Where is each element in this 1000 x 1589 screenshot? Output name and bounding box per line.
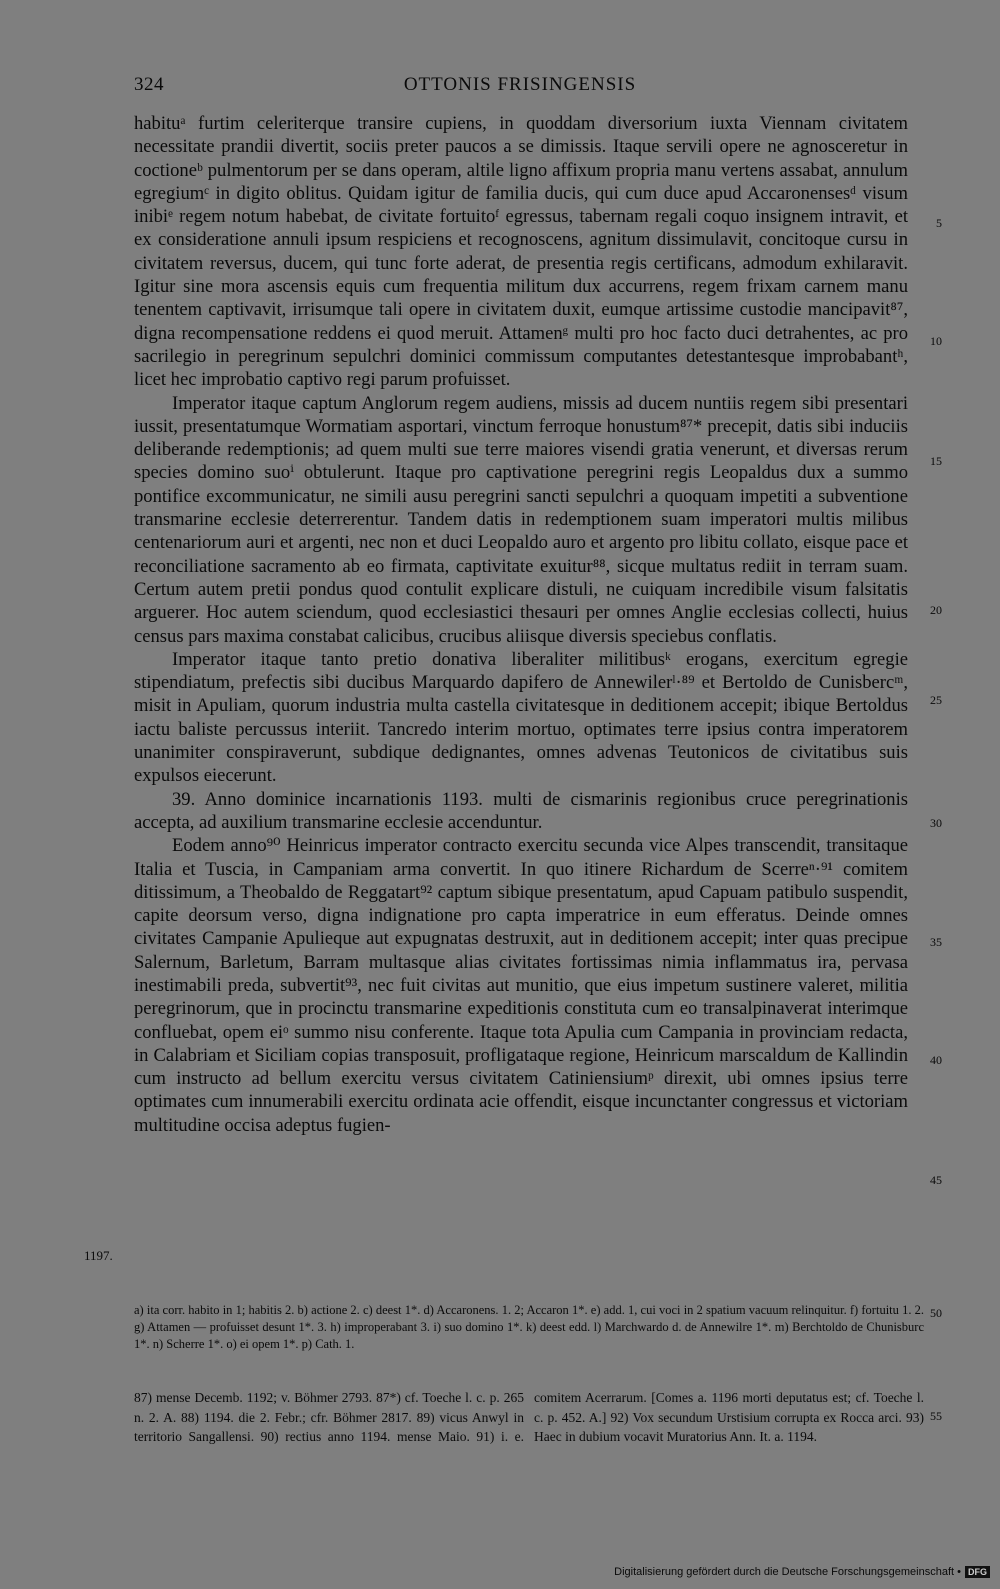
dfg-logo: DFG bbox=[965, 1566, 990, 1578]
line-number: 50 bbox=[930, 1306, 942, 1320]
apparatus-text: a) ita corr. habito in 1; habitis 2. b) actione 2. c) deest 1*. d) Accaronens. 1. 2; Accaron 1*. e) add. 1, cui voci in 2 spatium vacuum relinquitur. f) fortuitu 1. 2. g) Attamen — profuisset desunt 1*. 3. h) improperabant 3. i) suo domino 1*. k) deest edd. l) Marchwardo d. de Annewilre 1*. m) Berchtoldo de Chunisburc 1*. n) Scherre 1*. o) ei opem 1*. p) Cath. 1. bbox=[134, 1303, 924, 1351]
line-number: 45 bbox=[930, 1173, 942, 1187]
line-number: 5 bbox=[936, 216, 942, 230]
line-number: 40 bbox=[930, 1053, 942, 1067]
line-number: 35 bbox=[930, 935, 942, 949]
critical-apparatus bbox=[134, 1302, 924, 1353]
footnotes-text: 87) mense Decemb. 1192; v. Böhmer 2793. 87*) cf. Toeche l. c. p. 265 n. 2. A. 88) 1194. die 2. Febr.; cfr. Böhmer 2817. 89) vicus Anwyl in territorio Sangallensi. 90) rectius anno 1194. mense Maio. 91) i. e. comitem Acerrarum. [Comes a. 1196 morti deputatus est; cf. Toeche l. c. p. 452. A.] 92) Vox secundum Urstisium corrupta ex Rocca arci. 93) Haec in dubium vocavit Muratorius Ann. It. a. 1194. bbox=[134, 1390, 924, 1444]
paragraph-1: habituᵃ furtim celeriterque transire cupiens, in quoddam diversorium iuxta Viennam civitatem necessitate prandii divertit, sociis preter paucos a se dimissis. Itaque servili opere ne agnosceretur in coctioneᵇ pulmentorum per se dans operam, altile ligno affixum propria manu vertens assabat, annulum egregiumᶜ in digito oblitus. Quidam igitur de familia ducis, qui cum duce apud Accaronensesᵈ visum inibiᵉ regem notum habebat, de civitate fortuitoᶠ egressus, tabernam regali coquo insignem intravit, et ex consideratione annuli ipsum respiciens et recognoscens, agnitum dissimulavit, concitoque cursu in civitatem reversus, ducem, qui tunc forte aderat, de presentia regis certificans, admodum exhilaravit. Igitur sine mora ascensis equis cum frequentia militum dux accurrens, regem frixam carnem manu tenentem captivavit, irrisumque tali opere in civitatem duxit, eumque artissime custodie mancipavit⁸⁷, digna recompensatione reddens ei quod meruit. Attamenᵍ multi pro hoc facto duci detrahentes, ac pro sacrilegio in peregrinum sepulchri dominici commissum computantes detestantesque improbabantʰ, licet hec improbatio captivo regi parum profuisset. bbox=[134, 113, 908, 391]
paragraph-3: Imperator itaque tanto pretio donativa liberaliter militibusᵏ erogans, exercitum egregie stipendiatum, prefectis sibi ducibus Marquardo dapifero de Annewilerˡ·⁸⁹ et Bertoldo de Cunisbercᵐ, misit in Apuliam, quorum industria multa castella civitatesque in deditionem accepit; ibique Bertoldus iactu baliste percussus interiit. Tancredo interim mortuo, optimates terre ipsius contra imperatorem unanimiter conspiraverunt, subdique dedignantes, omnes advenas Teutonicos de civitatibus suis expulsos eiecerunt. bbox=[134, 648, 908, 787]
page-number: 324 bbox=[134, 74, 164, 95]
line-number: 20 bbox=[930, 603, 942, 617]
line-number: 15 bbox=[930, 454, 942, 468]
paragraph-5: Eodem anno⁹⁰ Heinricus imperator contracto exercitu secunda vice Alpes transcendit, transitaque Italia et Tuscia, in Campaniam arma convertit. In quo itinere Richardum de Scerreⁿ·⁹¹ comitem ditissimum, a Theobaldo de Reggatart⁹² captum sibique presentatum, apud Capuam patibulo suspendit, capite deorsum verso, digna indignatione pro capta imperatrice in eum efferatus. Deinde omnes civitates Campanie Apulieque aut expugnatas destruxit, aut in deditionem accepit; inter quas precipue Salernum, Barletum, Barram multasque alias civitates fortissimas nimia inflammatus ira, pervasa inestimabili preda, subvertit⁹³, nec fuit civitas aut munitio, que eius impetum sustinere valeret, militia peregrinorum, que in procinctu transmarine expeditionis constituta cum eo transalpinaverat interimque confluebat, opem eiᵒ summo nisu conferente. Itaque tota Apulia cum Campania in provinciam redacta, in Calabriam et Siciliam copias transposuit, profligataque regione, Heinricum marscaldum de Kallindin cum instructo ad bellum exercitu versus civitatem Catiniensiumᵖ direxit, ubi omnes ipsius terre optimates cum innumerabili exercitu ordinata acie offendit, eisque incunctanter congressus et victoriam multitudine occisa adeptus fugien- bbox=[134, 835, 908, 1136]
running-title: OTTONIS FRISINGENSIS bbox=[403, 74, 637, 95]
line-number: 10 bbox=[930, 334, 942, 348]
digitization-credit bbox=[614, 1563, 990, 1581]
line-number: 25 bbox=[930, 693, 942, 707]
main-text bbox=[134, 112, 908, 1137]
footnotes bbox=[134, 1388, 924, 1447]
paragraph-2: Imperator itaque captum Anglorum regem audiens, missis ad ducem nuntiis regem sibi presentari iussit, presentatumque Wormatiam asportari, vinctum ferroque honustum⁸⁷* precepit, datis sibi induciis deliberande redemptionis; ad quem multi sue terre maiores visendi gratia venerunt, et diversas rerum species domino suoⁱ obtulerunt. Itaque pro captivatione peregrini regis Leopaldus dux a summo pontifice excommunicatur, ne simili ausu peregrini sancti sepulchri a quoquam impetiti a subventione transmarine ecclesie deterrerentur. Tandem datis in redemptionem suam imperatori multis milibus centenariorum auri et argenti, nec non et duci Leopaldo auro et argento pro libitu collato, eisque pace et reconciliatione sacramento ab eo firmata, captivitate exuitur⁸⁸, sicque multatus rediit in terram suam. Certum autem pretii pondus quod contulit explicare distuli, ne cuiquam incredibile visum falsitatis arguerer. Hoc autem sciendum, quod ecclesiastici thesauri per omnes Anglie ecclesias collecti, huius census pars maxima constabat calicibus, crucibus aliisque diversis speciebus conflatis. bbox=[134, 392, 908, 647]
credit-text: Digitalisierung gefördert durch die Deutsche Forschungsgemeinschaft • bbox=[614, 1566, 961, 1578]
paragraph-4: 39. Anno dominice incarnationis 1193. multi de cismarinis regionibus cruce peregrinationis accepta, ad auxilium transmarine ecclesie accenduntur. bbox=[134, 788, 908, 833]
margin-year: 1197. bbox=[84, 1248, 113, 1263]
line-number: 30 bbox=[930, 816, 942, 830]
page-header bbox=[134, 74, 906, 102]
line-number: 55 bbox=[930, 1409, 942, 1423]
